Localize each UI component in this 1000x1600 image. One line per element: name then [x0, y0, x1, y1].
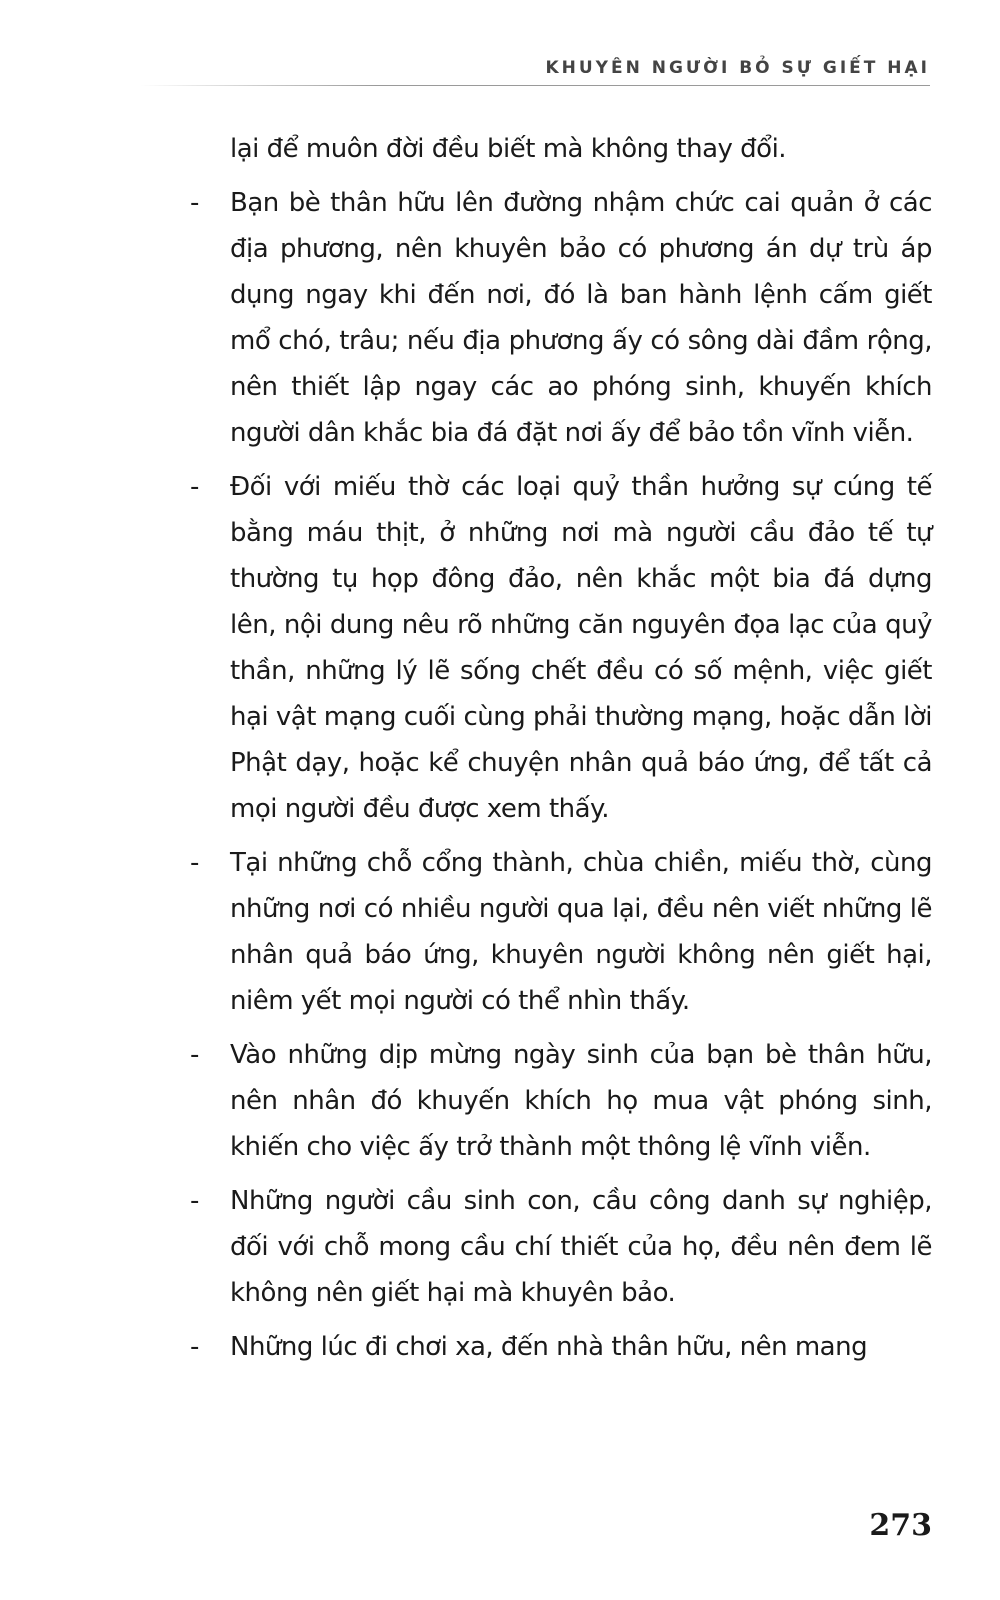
list-item-text: Tại những chỗ cổng thành, chùa chiền, miếu thờ, cùng những nơi có nhiều người qua lại, đều nên viết những lẽ nhân quả báo ứng, khuyên người không nên giết hại, niêm yết mọi người có thể nhìn thấy. — [230, 848, 932, 1016]
dash-bullet: - — [190, 188, 199, 218]
dash-bullet: - — [190, 848, 199, 878]
list-item — [190, 1324, 932, 1370]
running-header-title: KHUYÊN NGƯỜI BỎ SỰ GIẾT HẠI — [533, 58, 930, 78]
list-item — [190, 1032, 932, 1170]
running-header — [140, 58, 930, 92]
list-item-text: Vào những dịp mừng ngày sinh của bạn bè thân hữu, nên nhân đó khuyến khích họ mua vật phóng sinh, khiến cho việc ấy trở thành một thông lệ vĩnh viễn. — [230, 1040, 932, 1162]
page-number: 273 — [869, 1508, 932, 1543]
dash-bullet: - — [190, 1186, 199, 1216]
continuation-text: lại để muôn đời đều biết mà không thay đổi. — [230, 134, 787, 164]
list-item — [190, 180, 932, 456]
dash-bullet: - — [190, 1332, 199, 1362]
body-text — [190, 126, 932, 1370]
dash-bullet: - — [190, 472, 199, 502]
list-item-text: Bạn bè thân hữu lên đường nhậm chức cai quản ở các địa phương, nên khuyên bảo có phương án dự trù áp dụng ngay khi đến nơi, đó là ban hành lệnh cấm giết mổ chó, trâu; nếu địa phương ấy có sông dài đầm rộng, nên thiết lập ngay các ao phóng sinh, khuyến khích người dân khắc bia đá đặt nơi ấy để bảo tồn vĩnh viễn. — [230, 188, 932, 448]
list-item-text: Đối với miếu thờ các loại quỷ thần hưởng sự cúng tế bằng máu thịt, ở những nơi mà người cầu đảo tế tự thường tụ họp đông đảo, nên khắc một bia đá dựng lên, nội dung nêu rõ những căn nguyên đọa lạc của quỷ thần, những lý lẽ sống chết đều có số mệnh, việc giết hại vật mạng cuối cùng phải thường mạng, hoặc dẫn lời Phật dạy, hoặc kể chuyện nhân quả báo ứng, để tất cả mọi người đều được xem thấy. — [230, 472, 932, 824]
list-item-text: Những người cầu sinh con, cầu công danh sự nghiệp, đối với chỗ mong cầu chí thiết của họ, đều nên đem lẽ không nên giết hại mà khuyên bảo. — [230, 1186, 932, 1308]
list-item-text: Những lúc đi chơi xa, đến nhà thân hữu, nên mang — [230, 1332, 868, 1362]
continuation-paragraph — [190, 126, 932, 172]
header-rule — [140, 85, 930, 86]
list-item — [190, 840, 932, 1024]
dash-bullet: - — [190, 1040, 199, 1070]
list-item — [190, 464, 932, 832]
list-item — [190, 1178, 932, 1316]
